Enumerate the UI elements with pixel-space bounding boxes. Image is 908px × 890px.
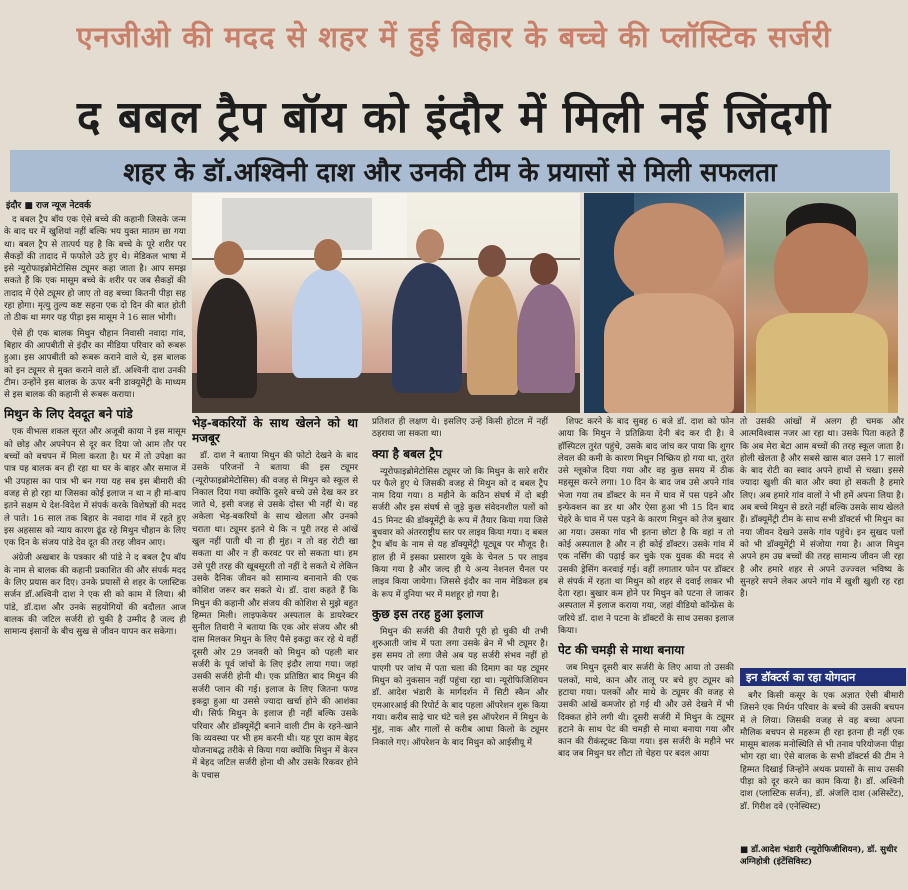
section-heading: पेट की चमड़ी से माथा बनाया	[558, 643, 685, 658]
doctors-contribution-badge: इन डॉक्टर्स का रहा योगदान	[740, 668, 906, 686]
press-conference-photo	[192, 193, 580, 413]
article-paragraph: बगैर किसी कसूर के एक अज्ञात ऐसी बीमारी जिसने एक निर्धन परिवार के बच्चे की उसकी बचपन में ले लिया। जिसकी वजह से वह बच्चा अपना मौलिक बचपन से महरूम ही रहा इतना ही नहीं एक मासूम बालक मनोस्थिति से भी तनाव परियोजना पीड़ा भोग रहा था। ऐसे बालक के सभी डॉक्टर्स की टीम ने हिम्मत दिखाई जिन्होंने अथक प्रयासों के साथ उसकी पीड़ा को दूर करने का काम किया है। डॉ. अश्विनी दाश (प्लास्टिक सर्जन), डॉ. अंजलि दाश (असिस्टेंट), डॉ. गिरीश दवे (एनेस्थिस्ट)	[740, 691, 904, 812]
article-paragraph: प्रतिशत ही लक्षण थे। इसलिए उन्हें किसी होटल में नहीं ठहराया जा सकता था।	[372, 417, 548, 440]
article-paragraph: एक वीभत्स शकल सूरत और अजूबी काया ने इस मासूम को छोड़ और अपनेपन से दूर कर दिया जो आम तौर पर बच्चों को बचपन में मिला करता है। घर में तो उपेक्षा का पात्र यह बालक बन ही रहा था घर के बाहर और समाज में भी उपहास का पात्र भी बन गया यह सब इस बीमारी की वजह से हो रहा था जिसका कोई इलाज न था न ही मां-बाप इतने सक्षम थे देश-विदेश में संपर्क करके विशेषज्ञों की मदद ले पाते। 16 साल तक बिहार के नवादा गांव में रहते हुए इस अहसास को न्याय कारण ढूंढ रहे मिथुन चौहान के लिए एक दिन के संजय पांडे देव दूत की तरह जीवन आए।	[4, 427, 186, 549]
article-paragraph: शिफ्ट करने के बाद सुबह 6 बजे डॉ. दाश को फोन आया कि मिथुन ने प्रतिक्रिया देनी बंद कर दी है। वे हॉस्पिटल तुरंत पहुंचे, उसके बाद जांच कर पाया कि शुगर लेवल की कमी के कारण मिथुन निष्क्रिय हो गया था, तुरंत उसे ग्लूकोज दिया गया और वह कुछ समय में ठीक महसूस करने लगा। 10 दिन के बाद जब उसे अपने गांव भेजा गया तब डॉक्टर के मन में घाव में पस पड़ने और इन्फेक्शन का डर था और ऐसा हुआ भी 15 दिन बाद चेहरे के घाव में पस पड़ने के कारण मिथुन को तेज बुखार आ गया। उसका गांव भी इतना छोटा है कि वहां न तो कोई अस्पताल है और न ही कोई डॉक्टर। उसके गांव में एक नर्सिंग की पढ़ाई कर चुके एक युवक की मदद से उसकी ड्रेसिंग करवाई गई। वहीं लगातार फोन पर डॉक्टर से संपर्क में रहता था मिथुन को शहर से दवाई लाकर भी देता रहा। बुखार कम होने पर मिथुन को पटना ले जाकर अस्पताल में इलाज कराया गया, जहां वीडियो कॉन्फ्रेंस के जरिये डॉ. दाश ने पटना के डॉक्टरों के साथ उसका इलाज किया।	[558, 417, 734, 637]
kicker-headline: एनजीओ की मदद से शहर में हुई बिहार के बच्चे की प्लॉस्टिक सर्जरी	[76, 19, 832, 54]
section-heading: भेड़-बकरियों के साथ खेलने को था मजबूर	[192, 416, 358, 445]
column-4	[558, 416, 734, 886]
subheadline-bar	[10, 150, 890, 192]
article-paragraph: न्यूरोफाइब्रोमेटोसिस ट्यूमर जो कि मिथुन के सारे शरीर पर फैले हुए थे जिसकी वजह से मिथुन को द बबल ट्रैप नाम दिया गया। 8 महीने के कठिन संघर्ष में दो बड़ी सर्जरी और इस संघर्ष से जुड़े कुछ संवेदनशील पलों को 45 मिनट की डॉक्यूमेंट्री के रूप में तैयार किया गया जिसे बुधवार को अंतरराष्ट्रीय स्तर पर लाइव किया गया। द बबल ट्रैप बॉय के नाम से यह डॉक्यूमेंट्री यूट्यूब पर मौजूद है। हाल ही में इसका प्रसारण यूके के चेनल 5 पर लाइव किया गया है और जल्द ही ये अन्य नेशनल चैनल पर लाइव किया जायेगा। जिससे इंदौर का नाम मेडिकल हब के रूप में दुनिया भर में मशहूर हो गया है।	[372, 466, 548, 600]
article-paragraph: मिथुन की सर्जरी की तैयारी पूरी हो चुकी थी तभी शुरुआती जांच में पता लगा उसके ब्रेन में भी ट्यूमर है। इस समय तो लगा जैसे अब यह सर्जरी संभव नहीं हो पाएगी पर जांच में पता चला की दिमाग का यह ट्यूमर मिथुन को नुकसान नहीं पहुंचा रहा था। न्यूरोफिजिशियन डॉ. आदेश भंडारी के मार्गदर्शन में सिटी स्कैन और एमआरआई की रिपोर्ट के बाद पहला ऑपरेशन शुरू किया गया। करीब साढ़े चार घंटे चले इस ऑपरेशन में मिथुन के मुंह, नाक और गालों से करीब आधा किलो के ट्यूमर निकाले गए। ऑपरेशन के बाद मिथुन को आईसीयू में	[372, 626, 548, 748]
column-5-lower	[740, 690, 904, 842]
column-3	[372, 416, 548, 886]
section-heading: कुछ इस तरह हुआ इलाज	[372, 606, 484, 621]
article-paragraph: ऐसे ही एक बालक मिथुन चौहान निवासी नवादा गांव, बिहार की आपबीती से इंदौर का मीडिया परिवार को रूबरू हुआ। इस आपबीती को रूबरू कराने वाले थे, इस बालक को इन ट्यूमर से मुक्त कराने वाले डॉ. अश्विनी दाश उनकी टीम। उन्होंने इस बालक के ऊपर बनी डाक्यूमेंट्री के माध्यम से इस बालक की कहानी से रूबरू कराया।	[4, 328, 186, 401]
section-heading: क्या है बबल ट्रैप	[372, 446, 443, 461]
main-headline: द बबल ट्रैप बॉय को इंदौर में मिली नई जिंदगी	[77, 92, 831, 143]
column-1	[4, 214, 186, 886]
doctor-credit: ■ डॉ.आदेश भंडारी (न्यूरोफिजीशियन), डॉ. सुधीर अग्निहोत्री (इंटेंसिविस्ट)	[740, 845, 898, 867]
subheadline: शहर के डॉ.अश्विनी दाश और उनकी टीम के प्रयासों से मिली सफलता	[123, 158, 777, 188]
patient-after-photo	[746, 193, 898, 413]
patient-before-photo	[584, 193, 744, 413]
column-5	[740, 416, 904, 666]
section-heading: मिथुन के लिए देवदूत बने पांडे	[4, 407, 133, 422]
article-paragraph: जब मिथुन दूसरी बार सर्जरी के लिए आया तो उसकी पलकों, माथे, कान और तालू पर बचे हुए ट्यूमर को हटाया गया। पलकों और माथे के ट्यूमर की वजह से उसकी आंखें कमजोर हो गई थी और उसे देखने में भी दिक्कत होने लगी थी। दूसरी सर्जरी में मिथुन के ट्यूमर हटाने के साथ पेट की चमड़ी से माथा बनाया गया और कान की रीकंस्ट्रक्ट किया गया। इस सर्जरी के महीने भर बाद जब मिथुन घर लौटा तो चेहरा पर बदल आया	[558, 663, 734, 760]
article-paragraph: अंग्रेजी अखबार के पत्रकार श्री पांडे ने द बबल ट्रैप बॉय के नाम से बालक की कहानी प्रकाशित की और संपर्क मदद के लिए प्रयास कर दिए। उनके प्रयासों से शहर के प्लास्टिक सर्जन डॉ.अश्विनी दाश ने एक सी को काम में लिया। श्री पांडे, डॉ.दाश और उनके सहयोगियों की बदौलत आज बालक की जटिल सर्जरी हो चुकी है उम्मीद है जल्द ही सामान्य इंसानों के बीच सुख से जीवन यापन कर सकेगा।	[4, 553, 186, 638]
column-2	[192, 416, 358, 886]
article-paragraph: डॉ. दाश ने बताया मिथुन की फोटो देखने के बाद उसके परिजनों ने बताया की इस ट्यूमर (न्यूरोफाइब्रोमेटोसिस) की वजह से मिथुन को स्कूल से निकाल दिया गया क्योंकि दूसरे बच्चे उसे देख कर डर जाते थे, इसी वजह से उसके दोस्त भी नहीं थे। वह अकेला भेड़-बकरियों के साथ खेलता और उनको चराता था। ट्यूमर इतने थे कि न पूरी तरह से आंखें खुल नहीं पाती थी ना ही मुंह। न तो वह रोटी खा सकता था और न ही करवट पर सो सकता था। हम उसे पूरी तरह की खूबसूरती तो नहीं दे सकते थे लेकिन उसके दैनिक जीवन को सामान्य बनानाने की एक कोशिश जरूर कर सकते थे। डॉ. दाश कहते हैं कि मिथुन की कहानी और संजय की कोशिश से मुझे बहुत हिम्मत मिली। लाइफकेयर अस्पताल के डायरेक्टर सुनील तिवारी ने बताया कि एक ओर संजय और श्री दास मिलकर मिथुन के लिए पैसे इकट्ठा कर रहे थे वहीं दूसरी ओर 29 जनवरी को मिथुन को पहली बार सर्जरी के पूर्व जांचों के लिए इंदौर लाया गया। जहां उसकी सर्जरी होनी थी। एक प्रतिष्ठित बाद मिथुन की सर्जरी प्लान की गई। इलाज के लिए जितना फण्ड इकट्ठा हुआ था उससे ज्यादा खर्चा होने की आशंका थी। सिर्फ मिथुन के इलाज ही नहीं बल्कि उसके परिवार और डॉक्यूमेंट्री बनाने वाली टीम के रहने-खाने कि व्यवस्था पर भी हम करनी थी। यह पूरा काम बेहद योजनाबद्ध तरीके से किया गया क्योंकि मिथुन में केरन में बेहद जटिल सर्जरी होना थी और उसके रिकवर होने के पचास	[192, 451, 358, 781]
article-paragraph: तो उसकी आंखों में अलग ही चमक और आत्मविश्वास नजर आ रहा था। उसके पिता कहते हैं कि अब मेरा बेटा आम बच्चों की तरह स्कूल जाता है। होली खेलता है और सबसे खास बात उसने 17 सालों के बाद रोटी का स्वाद अपने हाथों से चखा। इससे ज्यादा खुशी की बात और क्या हो सकती है हमारे लिए। अब हमारे गांव वालों ने भी हमें अपना लिया है। अब बच्चे मिथुन से डरते नहीं बल्कि उसके साथ खेलते हैं। डॉक्यूमेंट्री टीम के साथ सभी डॉक्टर्स भी मिथुन का नया जीवन देखने उसके गांव पहुंचे। इन सुखद पलों को भी डॉक्यूमेंट्री में संजोया गया है। आज मिथुन अपने हम उम्र बच्चों की तरह सामान्य जीवन जी रहा है और हमारे शहर से अपने उज्ज्वल भविष्य के सुनहरे सपने लेकर अपने गांव में खुशी खुशी रह रहा है।	[740, 417, 904, 600]
article-paragraph: द बबल ट्रैप बॉय एक ऐसे बच्चे की कहानी जिसके जन्म के बाद घर में खुशियां नहीं बल्कि भय युक्त मातम छा गया था। बबल ट्रैप से तात्पर्य यह है कि बच्चे के पूरे शरीर पर सैकड़ों की तादाद में फफोले उठे हुए थे। मेडिकल भाषा में इसे न्यूरोफाइब्रोमेटोसिस ट्यूमर कहा जाता है। आप समझ सकते हैं कि एक मासूम बच्चे के शरीर पर जब सैकड़ों की तादाद में ऐसे ट्यूमर हो जाए तो वह बच्चा कितनी पीड़ा सह रहा होगा। मृत्यु तुल्य कष्ट सहना एक दो दिन की बात होती तो ठीक था मगर यह पीड़ा इस मासूम ने 16 साल भोगी।	[4, 215, 186, 324]
dateline: इंदौर ■ राज न्यूज नेटवर्क	[6, 201, 91, 211]
